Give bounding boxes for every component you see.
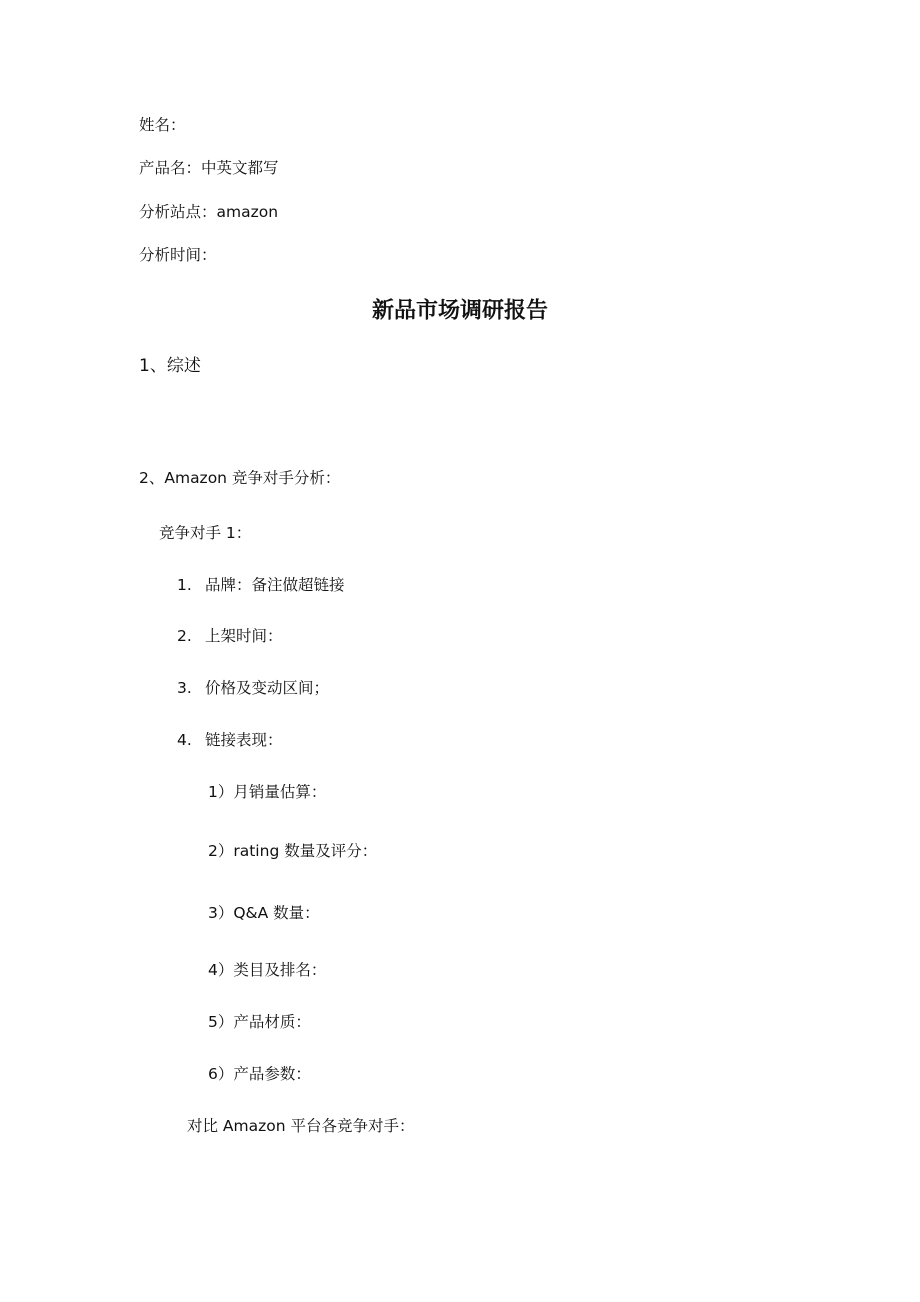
list-item bbox=[177, 730, 283, 750]
list-item bbox=[177, 575, 345, 595]
document-title: 新品市场调研报告 bbox=[371, 298, 548, 324]
name-field-label: 姓名： bbox=[139, 116, 186, 134]
list-number: 2. bbox=[177, 627, 192, 645]
compare-competitors-line: 对比 Amazon 平台各竞争对手： bbox=[187, 1117, 415, 1135]
competitor-1-heading: 竞争对手 1： bbox=[159, 524, 252, 542]
analysis-site-line: 分析站点：amazon bbox=[139, 203, 279, 221]
sub-list-item: 4）类目及排名： bbox=[208, 961, 327, 979]
list-text: 价格及变动区间； bbox=[205, 679, 330, 697]
sub-list-item: 5）产品材质： bbox=[208, 1013, 311, 1031]
analysis-time-line: 分析时间： bbox=[139, 246, 217, 264]
section-competitor-heading: 2、Amazon 竞争对手分析： bbox=[139, 469, 341, 487]
sub-list-item: 2）rating 数量及评分： bbox=[208, 842, 378, 860]
list-text: 上架时间： bbox=[205, 627, 283, 645]
product-name-line: 产品名：中英文都写 bbox=[139, 159, 279, 177]
list-number: 1. bbox=[177, 576, 192, 594]
list-number: 4. bbox=[177, 731, 192, 749]
sub-list-item: 3）Q&A 数量： bbox=[208, 904, 320, 922]
list-number: 3. bbox=[177, 679, 192, 697]
sub-list-item: 1）月销量估算： bbox=[208, 783, 327, 801]
section-overview-heading: 1、综述 bbox=[139, 356, 201, 376]
list-item bbox=[177, 678, 329, 698]
list-text: 品牌：备注做超链接 bbox=[205, 576, 345, 594]
list-item bbox=[177, 626, 283, 646]
sub-list-item: 6）产品参数： bbox=[208, 1065, 311, 1083]
list-text: 链接表现： bbox=[205, 731, 283, 749]
